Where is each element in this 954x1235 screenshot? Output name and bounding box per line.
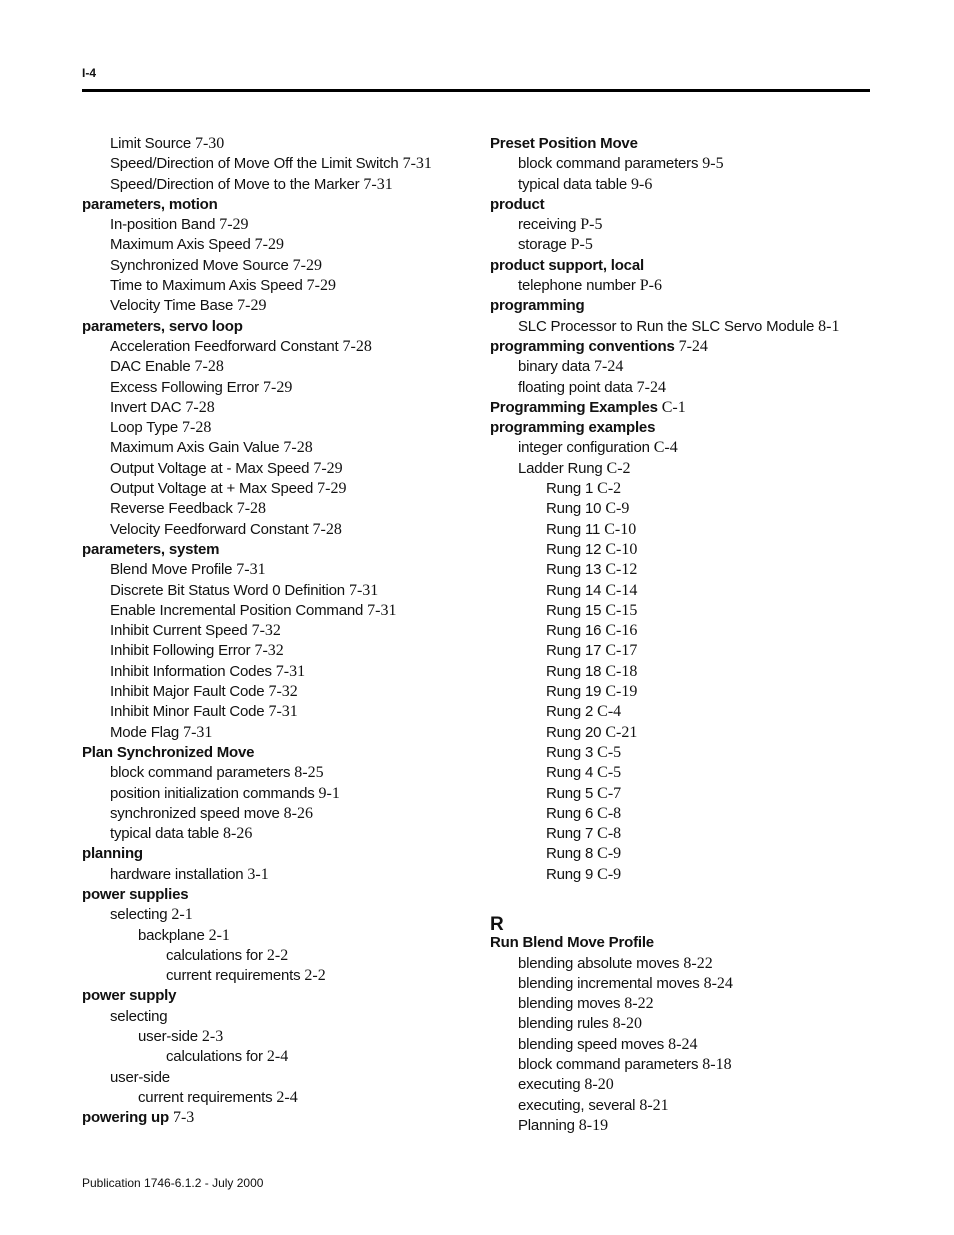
index-term: selecting: [110, 1007, 168, 1025]
page-reference: C-21: [605, 723, 638, 741]
index-term: calculations for: [166, 946, 263, 964]
page-reference: 8-25: [294, 764, 324, 782]
index-term: blending rules: [518, 1015, 609, 1033]
page-reference: C-9: [597, 845, 622, 863]
header-rule: [82, 89, 870, 92]
index-term: programming: [490, 297, 585, 315]
index-term: DAC Enable: [110, 358, 191, 376]
page-reference: 7-29: [317, 480, 347, 498]
index-subentry: [82, 1068, 472, 1088]
index-subentry: [490, 804, 880, 824]
index-term: product: [490, 195, 545, 213]
page-reference: C-9: [597, 865, 622, 883]
index-subentry: [82, 1027, 472, 1047]
index-term: blending moves: [518, 995, 621, 1013]
page-reference: C-8: [597, 825, 622, 843]
index-subentry: [82, 479, 472, 499]
page-reference: 2-1: [171, 906, 193, 924]
index-heading: [82, 317, 472, 337]
page-reference: 7-32: [268, 683, 298, 701]
index-subentry: [82, 459, 472, 479]
index-term: Rung 2: [546, 703, 594, 721]
index-term: Invert DAC: [110, 398, 182, 416]
page-reference: 7-32: [254, 642, 284, 660]
index-term: Inhibit Major Fault Code: [110, 683, 265, 701]
page-reference: 2-2: [304, 967, 326, 985]
index-term: Speed/Direction of Move Off the Limit Switch: [110, 155, 399, 173]
index-subentry: [490, 824, 880, 844]
index-term: Inhibit Current Speed: [110, 622, 248, 640]
page-reference: C-16: [605, 622, 638, 640]
index-term: parameters, system: [82, 540, 220, 558]
blank-line: [490, 885, 880, 905]
page-reference: C-12: [605, 561, 638, 579]
index-term: Inhibit Minor Fault Code: [110, 703, 265, 721]
index-term: block command parameters: [110, 764, 291, 782]
index-subentry: [490, 479, 880, 499]
index-subentry: [82, 865, 472, 885]
index-subentry: [82, 1047, 472, 1067]
index-subentry: [490, 865, 880, 885]
page-reference: 7-24: [636, 378, 666, 396]
index-term: Preset Position Move: [490, 135, 638, 152]
page-reference: 7-3: [172, 1109, 195, 1127]
page-reference: C-14: [605, 581, 638, 599]
index-term: Rung 12: [546, 540, 602, 558]
page-reference: C-2: [606, 459, 631, 477]
page-reference: 8-19: [578, 1116, 609, 1134]
index-subentry: [82, 824, 472, 844]
page-reference: 8-20: [584, 1076, 614, 1094]
page-reference: C-10: [605, 540, 638, 558]
index-subentry: [82, 641, 472, 661]
index-term: power supplies: [82, 885, 189, 903]
index-subentry: [490, 175, 880, 195]
index-term: parameters, servo loop: [82, 317, 243, 335]
index-subentry: [82, 581, 472, 601]
index-term: SLC Processor to Run the SLC Servo Module: [518, 317, 815, 335]
page-reference: 2-4: [266, 1048, 289, 1066]
index-term: Blend Move Profile: [110, 561, 233, 579]
page-reference: 7-31: [348, 581, 379, 599]
page-reference: C-17: [605, 642, 638, 660]
index-subentry: [490, 994, 880, 1014]
index-heading: [82, 885, 472, 905]
index-subentry: [82, 256, 472, 276]
index-subentry: [490, 702, 880, 722]
page-reference: 2-4: [276, 1088, 298, 1106]
index-term: Inhibit Information Codes: [110, 662, 272, 680]
index-subentry: [82, 905, 472, 925]
page-reference: 8-1: [818, 317, 840, 335]
index-subentry: [82, 784, 472, 804]
index-subentry: [490, 954, 880, 974]
index-subentry: [490, 317, 880, 337]
index-subentry: [490, 1096, 880, 1116]
index-term: Rung 13: [546, 561, 602, 579]
index-subentry: [490, 662, 880, 682]
index-subentry: [82, 276, 472, 296]
page-reference: 7-31: [275, 662, 306, 680]
page-reference: 7-28: [194, 358, 224, 376]
index-term: Discrete Bit Status Word 0 Definition: [110, 581, 345, 599]
page-reference: C-1: [661, 398, 686, 416]
index-subentry: [82, 804, 472, 824]
index-heading: [490, 418, 880, 438]
index-subentry: [490, 438, 880, 458]
index-term: Rung 8: [546, 845, 594, 863]
index-column-right: [490, 134, 880, 1136]
index-term: Rung 7: [546, 825, 594, 843]
index-term: Maximum Axis Gain Value: [110, 439, 280, 457]
page-reference: 8-26: [222, 825, 253, 843]
index-term: typical data table: [110, 825, 219, 843]
page-reference: 8-22: [624, 995, 654, 1013]
index-subentry: [490, 641, 880, 661]
index-term: block command parameters: [518, 155, 699, 173]
page-reference: 7-31: [183, 723, 213, 741]
page-reference: 7-28: [236, 500, 267, 518]
index-term: programming conventions: [490, 337, 675, 355]
index-term: Planning: [518, 1116, 575, 1134]
index-term: executing: [518, 1076, 581, 1094]
index-subentry: [490, 1055, 880, 1075]
page-reference: P-6: [639, 277, 662, 295]
index-subentry: [82, 763, 472, 783]
page-reference: 9-5: [702, 155, 724, 173]
index-subentry: [82, 1007, 472, 1027]
page-reference: 7-28: [185, 398, 215, 416]
index-subentry: [490, 459, 880, 479]
page-reference: C-2: [597, 480, 622, 498]
index-subentry: [82, 357, 472, 377]
index-subentry: [490, 784, 880, 804]
index-subentry: [490, 974, 880, 994]
page-reference: 7-29: [237, 297, 267, 315]
page-reference: 7-29: [219, 216, 249, 234]
index-term: synchronized speed move: [110, 804, 280, 822]
index-term: Velocity Feedforward Constant: [110, 520, 309, 538]
index-term: telephone number: [518, 277, 636, 295]
index-subentry: [82, 215, 472, 235]
index-term: Rung 5: [546, 784, 594, 802]
index-term: current requirements: [138, 1088, 273, 1106]
page-reference: 7-28: [283, 439, 313, 457]
page-reference: P-5: [570, 236, 593, 254]
index-term: programming examples: [490, 419, 656, 437]
index-term: binary data: [518, 358, 591, 376]
index-term: Inhibit Following Error: [110, 642, 251, 660]
index-subentry: [82, 154, 472, 174]
index-term: Rung 19: [546, 683, 602, 701]
page-reference: C-15: [605, 601, 638, 619]
index-term: In-position Band: [110, 216, 216, 234]
page-reference: P-5: [580, 216, 603, 234]
index-term: Maximum Axis Speed: [110, 236, 251, 254]
page-reference: C-7: [597, 784, 622, 802]
index-subentry: [490, 621, 880, 641]
index-subentry: [82, 296, 472, 316]
index-term: Rung 17: [546, 642, 602, 660]
index-subentry: [490, 743, 880, 763]
index-term: Reverse Feedback: [110, 500, 233, 518]
page-reference: 8-26: [283, 804, 313, 822]
index-subentry: [82, 418, 472, 438]
index-heading: [82, 743, 472, 763]
index-subentry: [82, 520, 472, 540]
index-subentry: [490, 723, 880, 743]
page-reference: 7-29: [262, 378, 293, 396]
index-subentry: [490, 1035, 880, 1055]
index-heading: [82, 195, 472, 215]
index-term: Rung 6: [546, 804, 594, 822]
page-reference: 8-24: [703, 974, 733, 992]
page-reference: C-5: [597, 743, 622, 761]
page-reference: 7-31: [236, 561, 266, 579]
publication-footer: Publication 1746-6.1.2 - July 2000: [82, 1176, 264, 1190]
index-subentry: [490, 560, 880, 580]
page-reference: 8-20: [612, 1015, 642, 1033]
index-subentry: [490, 1116, 880, 1136]
index-term: Rung 4: [546, 764, 594, 782]
page-reference: 7-29: [292, 256, 322, 274]
index-subentry: [490, 520, 880, 540]
index-term: Loop Type: [110, 419, 178, 437]
index-term: selecting: [110, 906, 168, 924]
page-reference: 7-31: [268, 703, 298, 721]
index-subentry: [490, 357, 880, 377]
page-reference: C-9: [605, 500, 630, 518]
index-heading: [490, 296, 880, 316]
index-term: user-side: [138, 1028, 198, 1046]
index-heading: [82, 844, 472, 864]
index-term: power supply: [82, 987, 177, 1005]
index-term: Output Voltage at - Max Speed: [110, 459, 310, 477]
index-subentry: [490, 763, 880, 783]
index-subentry: [490, 682, 880, 702]
page-reference: 7-31: [402, 155, 432, 173]
index-term: Limit Source: [110, 135, 191, 152]
index-term: Excess Following Error: [110, 378, 259, 396]
index-subentry: [490, 601, 880, 621]
page-reference: 8-18: [702, 1056, 732, 1074]
index-term: product support, local: [490, 256, 644, 274]
index-term: parameters, motion: [82, 195, 218, 213]
page-reference: 7-28: [342, 337, 372, 355]
index-term: Rung 18: [546, 662, 602, 680]
index-heading: [490, 195, 880, 215]
index-heading: [490, 398, 880, 418]
index-term: powering up: [82, 1109, 169, 1127]
index-term: integer configuration: [518, 439, 650, 457]
page-reference: 8-24: [668, 1035, 698, 1053]
page-reference: C-18: [605, 662, 638, 680]
index-heading: [82, 1108, 472, 1128]
index-heading: [490, 134, 880, 154]
index-subentry: [490, 276, 880, 296]
index-subentry: [490, 378, 880, 398]
index-term: calculations for: [166, 1048, 263, 1066]
index-subentry: [82, 398, 472, 418]
index-term: blending speed moves: [518, 1035, 665, 1053]
index-term: backplane: [138, 926, 205, 944]
index-term: Rung 14: [546, 581, 602, 599]
index-subentry: [490, 1075, 880, 1095]
index-column-left: [82, 134, 472, 1129]
index-term: Enable Incremental Position Command: [110, 601, 364, 619]
index-term: Rung 10: [546, 500, 602, 518]
page-reference: 7-24: [678, 337, 708, 355]
page-reference: C-8: [597, 804, 622, 822]
page-reference: 7-28: [182, 419, 212, 437]
page-reference: 2-1: [208, 926, 230, 944]
index-term: Time to Maximum Axis Speed: [110, 277, 303, 295]
index-term: typical data table: [518, 175, 627, 193]
index-term: Velocity Time Base: [110, 297, 234, 315]
index-subentry: [82, 662, 472, 682]
index-subentry: [82, 723, 472, 743]
index-subentry: [82, 966, 472, 986]
page-reference: 7-29: [313, 459, 343, 477]
page-number: I-4: [82, 66, 97, 80]
index-subentry: [82, 682, 472, 702]
index-subentry: [490, 1014, 880, 1034]
index-heading: [82, 540, 472, 560]
index-subentry: [82, 378, 472, 398]
index-term: receiving: [518, 216, 577, 234]
page-reference: C-4: [597, 703, 622, 721]
index-subentry: [82, 946, 472, 966]
index-subentry: [82, 438, 472, 458]
page-reference: 7-30: [194, 135, 225, 152]
index-term: current requirements: [166, 967, 301, 985]
index-term: Rung 15: [546, 601, 602, 619]
page-reference: 8-21: [639, 1096, 669, 1114]
page-reference: 8-22: [683, 954, 713, 972]
index-term: Plan Synchronized Move: [82, 743, 255, 761]
page-reference: 7-32: [251, 622, 281, 640]
index-subentry: [82, 601, 472, 621]
index-term: floating point data: [518, 378, 633, 396]
index-term: Programming Examples: [490, 398, 658, 416]
page-reference: 7-24: [594, 358, 624, 376]
index-term: Run Blend Move Profile: [490, 934, 654, 952]
page-reference: C-5: [597, 764, 622, 782]
page-reference: 7-29: [254, 236, 284, 254]
page-reference: 2-2: [266, 946, 289, 964]
index-term: storage: [518, 236, 567, 254]
index-subentry: [82, 175, 472, 195]
index-term: Rung 9: [546, 865, 594, 883]
page-reference: 9-1: [318, 784, 340, 802]
page-reference: C-4: [653, 439, 678, 457]
index-term: blending absolute moves: [518, 954, 680, 972]
page-reference: 3-1: [247, 865, 269, 883]
index-term: Rung 1: [546, 480, 594, 498]
index-term: hardware installation: [110, 865, 244, 883]
index-term: block command parameters: [518, 1056, 699, 1074]
index-heading: [490, 337, 880, 357]
page-reference: 7-29: [306, 277, 336, 295]
page-reference: 7-31: [367, 601, 397, 619]
index-subentry: [490, 215, 880, 235]
index-term: blending incremental moves: [518, 974, 700, 992]
page-reference: 9-6: [630, 175, 653, 193]
index-term: executing, several: [518, 1096, 636, 1114]
index-subentry: [82, 134, 472, 154]
page-reference: 7-31: [363, 175, 393, 193]
index-subentry: [490, 540, 880, 560]
index-subentry: [490, 581, 880, 601]
index-term: Speed/Direction of Move to the Marker: [110, 175, 360, 193]
index-term: user-side: [110, 1068, 170, 1086]
index-subentry: [82, 560, 472, 580]
page-reference: 2-3: [201, 1028, 224, 1046]
index-subentry: [82, 702, 472, 722]
index-subentry: [82, 621, 472, 641]
index-term: Mode Flag: [110, 723, 180, 741]
section-letter: R: [490, 914, 504, 936]
index-term: Rung 20: [546, 723, 602, 741]
index-heading: [82, 986, 472, 1006]
index-subentry: [82, 499, 472, 519]
index-term: Rung 3: [546, 743, 594, 761]
index-subentry: [490, 154, 880, 174]
index-subentry: [490, 499, 880, 519]
index-term: Ladder Rung: [518, 459, 603, 477]
index-term: Rung 11: [546, 520, 601, 538]
page-reference: C-19: [605, 683, 638, 701]
index-term: Rung 16: [546, 622, 602, 640]
index-term: Synchronized Move Source: [110, 256, 289, 274]
index-term: Acceleration Feedforward Constant: [110, 337, 339, 355]
index-subentry: [490, 235, 880, 255]
index-heading: [490, 933, 880, 953]
page-reference: C-10: [604, 520, 637, 538]
index-term: Output Voltage at + Max Speed: [110, 480, 314, 498]
index-subentry: [82, 926, 472, 946]
index-subentry: [82, 235, 472, 255]
index-term: planning: [82, 845, 143, 863]
index-subentry: [490, 844, 880, 864]
index-subentry: [82, 337, 472, 357]
index-term: position initialization commands: [110, 784, 315, 802]
index-subentry: [82, 1088, 472, 1108]
index-heading: [490, 256, 880, 276]
page-reference: 7-28: [312, 520, 342, 538]
